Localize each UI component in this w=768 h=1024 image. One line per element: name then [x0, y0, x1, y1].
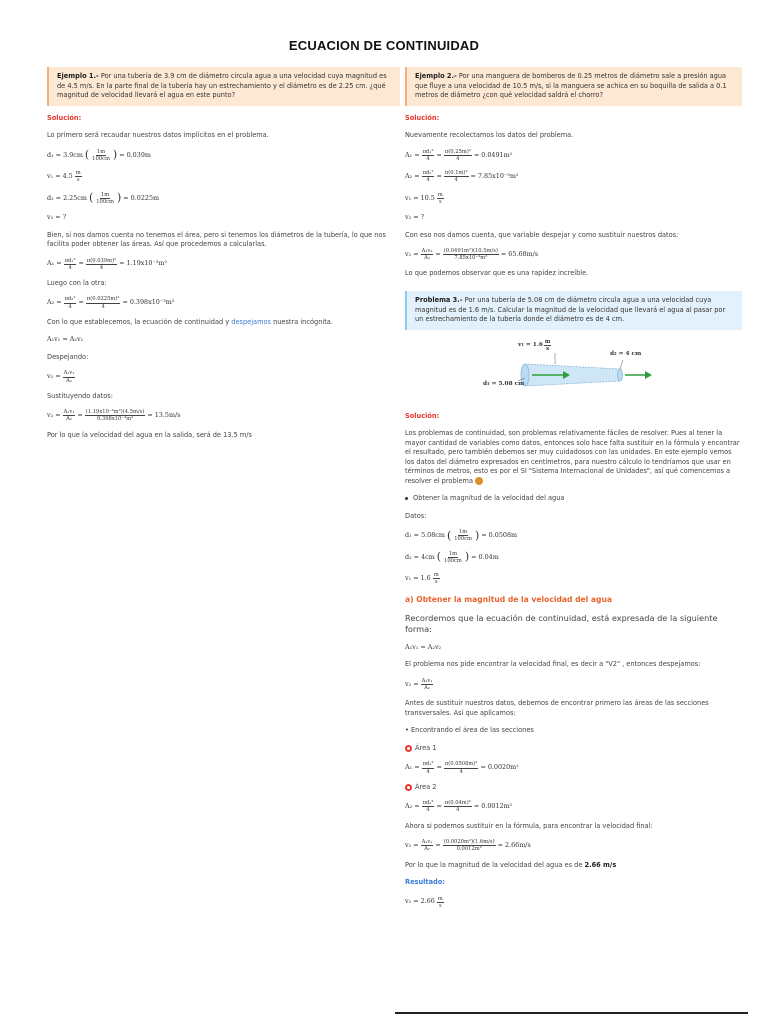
- area-1-label: Área 1: [405, 744, 742, 754]
- equation-continuity: A₁v₁ = A₂v₂: [47, 335, 84, 344]
- paragraph: Sustituyendo datos:: [47, 391, 113, 400]
- paragraph: Luego con la otra:: [47, 278, 107, 287]
- diagram-v1-label: v₁ = 1.6 $\frac{m}{s}$: [518, 338, 551, 352]
- example-2-box: [405, 67, 742, 106]
- equation-d1: d₁ = 5.08cm ( $\frac{1m}{100cm}$ ) = 0.0508m: [405, 528, 518, 543]
- despejamos-link[interactable]: despejamos: [231, 317, 271, 326]
- example-1-label: Ejemplo 1.-: [57, 72, 99, 80]
- paragraph: Con lo que establecemos, la ecuación de continuidad y despejamos nuestra incógnita.: [47, 317, 333, 326]
- paragraph: Por lo que la velocidad del agua en la salida, será de 13.5 m/s: [47, 430, 252, 439]
- paragraph: • Encontrando el área de las secciones: [405, 726, 534, 735]
- paragraph: Antes de sustituir nuestros datos, debemos de encontrar primero las áreas de las secciones transversales. Así que aplicamos:: [405, 699, 709, 717]
- example-1-box: [47, 67, 400, 106]
- paragraph: Lo que podemos observar que es una rapidez increíble.: [405, 269, 589, 278]
- section-heading: a) Obtener la magnitud de la velocidad del agua: [405, 595, 613, 605]
- paragraph: El problema nos pide encontrar la velocidad final, es decir a "V2" , entonces despejamos:: [405, 660, 701, 669]
- example-1-text: Por una tubería de 3.9 cm de diámetro circula agua a una velocidad cuya magnitud es de 4.5 m/s. En la parte final de la tubería hay un estrechamiento y el diámetro es de 2.25 cm. ¿qué magnitud de velocidad llevará el agua en este punto?: [57, 72, 387, 100]
- example-2-label: Ejemplo 2.-: [415, 72, 457, 80]
- problem-3-text: Por una tubería de 5.08 cm de diámetro circula agua a una velocidad cuya magnitud es de 1.6 m/s. Calcular la magnitud de la velocidad que llevará el agua al pasar por un estrechamiento de la tubería donde el diámetro es de 4 cm.: [415, 295, 726, 324]
- solution-label: Solución:: [405, 113, 440, 122]
- equation-final-velocity: v₂ = $\frac{\text{A₁v₁}}{\text{A₂}}$ = $\frac{\text{(0.0020m²)(1.6m/s)}}{\text{0.0012m²}}$ = 2.66m/s: [405, 839, 531, 853]
- equation-a1: A₁ = $\frac{\text{πd₁²}}{4}$ = $\frac{\text{π(0.039m)²}}{4}$ = 1.19x10⁻³m²: [47, 257, 168, 271]
- equation-v1: v₁ = 10.5 $\frac{m}{s}$: [405, 191, 443, 205]
- pipe-diagram-svg: [405, 336, 742, 404]
- pipe-diagram: [405, 336, 742, 404]
- equation-v2-solved: v₂ = $\frac{\text{A₁v₁}}{\text{A₂}}$: [405, 677, 433, 692]
- paragraph: Datos:: [405, 511, 427, 520]
- area-2-label: Área 2: [405, 783, 742, 793]
- paragraph: Ahora si podemos sustituir en la fórmula, para encontrar la velocidad final:: [405, 821, 653, 830]
- bottom-divider: [395, 1012, 748, 1014]
- equation-v2-substituted: v₂ = $\frac{\text{A₁v₁}}{\text{A₂}}$ = $\frac{\text{(0.0491m²)(10.5m/s)}}{\text{7.85x10⁻³m²}}$ = 65.68m/s: [405, 248, 539, 262]
- equation-continuity: A₁v₁ = A₂v₂: [405, 642, 442, 651]
- problem-3-label: Problema 3.-: [415, 295, 463, 304]
- paragraph: Recordemos que la ecuación de continuidad, está expresada de la siguiente forma:: [405, 612, 718, 634]
- paragraph: Lo primero será recaudar nuestros datos implícitos en el problema.: [47, 131, 269, 140]
- paragraph: Los problemas de continuidad, son problemas relativamente fáciles de resolver. Pues al tener la mayor cantidad de variables como datos, entonces solo hace falta sustituir en la fórmula y encontrar el resultado, pero también debemos ser muy cuidadosos con las unidades. En este ejemplo vemos los datos del diámetro expresados en centímetros, para nuestro cálculo lo tendríamos que usar en términos de metros, esto es por el SI "Sistema Internacional de Unidades", así qué comencemos a resolver el problema: [405, 429, 740, 485]
- solution-label: Solución:: [47, 113, 82, 122]
- equation-v2-substituted: v₂ = $\frac{\text{A₁v₁}}{\text{A₂}}$ = $\frac{\text{(1.19x10⁻³m²)(4.5m/s)}}{\text{0.398x10⁻³m²}}$ = 13.5m/s: [47, 409, 181, 423]
- equation-v1: v₁ = 4.5 $\frac{m}{s}$: [47, 170, 81, 184]
- left-column: [47, 67, 400, 440]
- equation-a1: A₁ = $\frac{\text{πd₁²}}{4}$ = $\frac{\text{π(0.25m)²}}{4}$ = 0.0491m²: [405, 148, 513, 162]
- result-label: Resultado:: [405, 878, 445, 887]
- bullet-item: Obtener la magnitud de la velocidad del agua: [405, 494, 742, 504]
- equation-d1: d₁ = 3.9cm ( $\frac{1m}{100cm}$ ) = 0.039m: [47, 148, 151, 162]
- paragraph: Bien, si nos damos cuenta no tenemos el área, pero si tenemos los diámetros de la tubería, lo que nos facilita poder obtener las áreas. Así que procedemos a calcularlas.: [47, 230, 386, 248]
- example-2-text: Por una manguera de bomberos de 0.25 metros de diámetro sale a presión agua que fluye a una velocidad de 10.5 m/s, si la manguera se achica en su boquilla de salida a 0.1 metros de diámetro ¿con qué velocidad saldrá el chorro?: [415, 72, 727, 100]
- equation-a2: A₂ = $\frac{\text{πd₂²}}{4}$ = $\frac{\text{π(0.1m)²}}{4}$ = 7.85x10⁻³m²: [405, 170, 519, 184]
- paragraph: Con eso nos damos cuenta, que variable despejar y como sustituir nuestros datos:: [405, 230, 679, 239]
- equation-v2: v₂ = ?: [47, 213, 67, 221]
- paragraph: Por lo que la magnitud de la velocidad del agua es de 2.66 m/s: [405, 860, 617, 869]
- solution-label: Solución:: [405, 411, 440, 420]
- paragraph: Nuevamente recolectamos los datos del problema.: [405, 131, 574, 140]
- problem-3-box: [405, 291, 742, 330]
- circle-bullet-icon: [405, 784, 412, 791]
- diagram-d1-label: d₁ = 5.08 cm: [483, 380, 525, 387]
- right-column: [405, 67, 742, 909]
- bullet-icon: [405, 497, 408, 500]
- equation-d2: d₂ = 4cm ( $\frac{1m}{100cm}$ ) = 0.04m: [405, 550, 499, 564]
- diagram-d2-label: d₂ = 4 cm: [610, 350, 642, 357]
- paragraph: Despejando:: [47, 352, 89, 361]
- equation-a2: A₂ = $\frac{\text{πd₂²}}{4}$ = $\frac{\text{π(0.0225m)²}}{4}$ = 0.398x10⁻³m²: [47, 296, 175, 310]
- equation-area-1: A₁ = $\frac{\text{πd₁²}}{4}$ = $\frac{\text{π(0.0508m)²}}{4}$ = 0.0020m²: [405, 761, 519, 775]
- equation-area-2: A₂ = $\frac{\text{πd₂²}}{4}$ = $\frac{\text{π(0.04m)²}}{4}$ = 0.0012m²: [405, 800, 513, 814]
- equation-v2: v₂ = ?: [405, 213, 425, 221]
- equation-result: v₂ = 2.66 $\frac{m}{s}$: [405, 895, 443, 909]
- equation-d2: d₂ = 2.25cm ( $\frac{1m}{100cm}$ ) = 0.0225m: [47, 191, 160, 205]
- equation-v1: v₁ = 1.6 $\frac{m}{s}$: [405, 572, 439, 586]
- circle-bullet-icon: [405, 745, 412, 752]
- page-title: ECUACION DE CONTINUIDAD: [288, 38, 480, 53]
- equation-v2-solved: v₂ = $\frac{\text{A₁v₁}}{\text{A₂}}$: [47, 370, 75, 384]
- smile-emoji-icon: [475, 477, 483, 485]
